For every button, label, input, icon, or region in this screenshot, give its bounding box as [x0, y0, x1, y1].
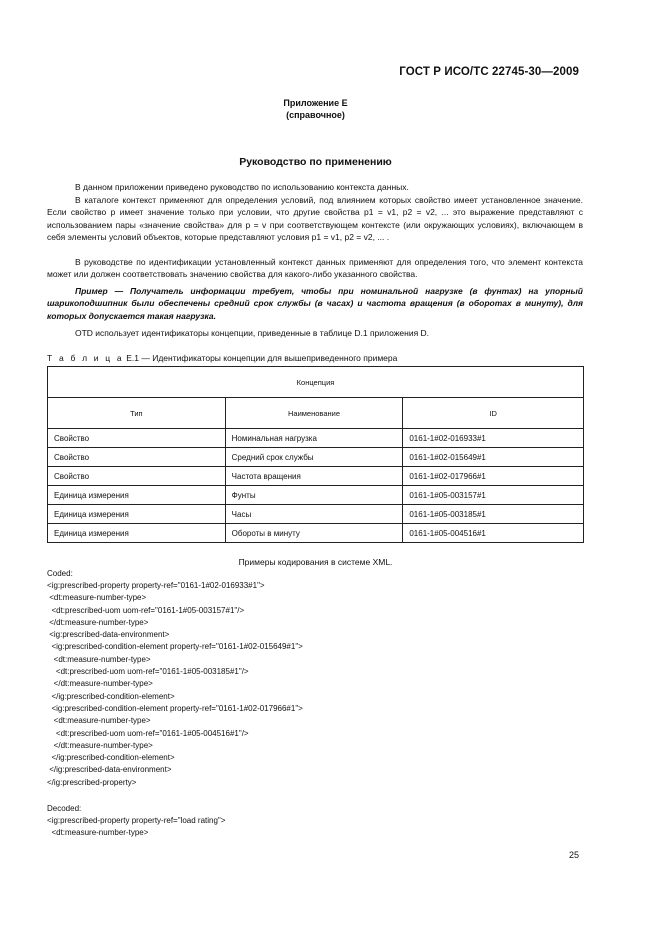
code-line: <dt:prescribed-uom uom-ref="0161-1#05-003185#1"/>	[47, 667, 249, 677]
code-line: </dt:measure-number-type>	[47, 679, 153, 689]
code-line: <dt:prescribed-uom uom-ref="0161-1#05-003157#1"/>	[47, 605, 245, 615]
cell-name: Часы	[225, 505, 403, 524]
cell-type: Единица измерения	[48, 524, 226, 543]
coded-label: Coded:	[47, 569, 73, 578]
table-group-header-row	[48, 367, 584, 398]
code-line: <dt:measure-number-type>	[47, 716, 151, 726]
cell-id: 0161-1#02-017966#1	[403, 467, 584, 486]
cell-name: Фунты	[225, 486, 403, 505]
paragraph-guide: В руководстве по идентификации установленный контекст данных применяют для определения того, что элемент контекста может или должен соответствовать значению свойства для какого-либо указанного свойства.	[47, 257, 583, 280]
table-row	[48, 467, 584, 486]
table-header-row	[48, 398, 584, 429]
decoded-label: Decoded:	[47, 804, 82, 813]
code-line: </dt:measure-number-type>	[47, 617, 149, 627]
code-line: <dt:measure-number-type>	[47, 654, 151, 664]
paragraph-example: Пример — Получатель информации требует, чтобы при номинальной нагрузке (в фунтах) на упорный шарикоподшипник были обеспечены средний срок службы (в часах) и частота вращения (в оборотах в минуту), для которых допускается такая нагрузка.	[47, 286, 583, 321]
code-line: <ig:prescribed-property property-ref="load rating">	[47, 816, 226, 825]
column-header-name: Наименование	[225, 398, 403, 429]
table-row	[48, 448, 584, 467]
appendix-label: Приложение Е	[283, 98, 348, 108]
code-line: <ig:prescribed-data-environment>	[47, 630, 170, 640]
code-line: <dt:measure-number-type>	[47, 828, 149, 838]
code-line: <dt:prescribed-uom uom-ref="0161-1#05-004516#1"/>	[47, 728, 249, 738]
code-line: </ig:prescribed-property>	[47, 777, 137, 787]
cell-id: 0161-1#05-003157#1	[403, 486, 584, 505]
column-header-type: Тип	[48, 398, 226, 429]
cell-name: Номинальная нагрузка	[225, 429, 403, 448]
cell-id: 0161-1#05-004516#1	[403, 524, 584, 543]
column-header-id: ID	[403, 398, 584, 429]
code-line: <ig:prescribed-condition-element property-ref="0161-1#02-017966#1">	[47, 703, 303, 713]
decoded-xml-block	[47, 815, 607, 840]
code-line: </ig:prescribed-condition-element>	[47, 691, 175, 701]
table-caption-text: Е.1 — Идентификаторы концепции для вышеприведенного примера	[126, 353, 398, 363]
appendix-type: (справочное)	[286, 110, 345, 120]
table-group-header: Концепция	[48, 367, 584, 398]
table-row	[48, 505, 584, 524]
section-title: Руководство по применению	[239, 156, 392, 168]
code-line: <ig:prescribed-condition-element property-ref="0161-1#02-015649#1">	[47, 642, 303, 652]
cell-type: Свойство	[48, 467, 226, 486]
cell-id: 0161-1#02-015649#1	[403, 448, 584, 467]
cell-name: Средний срок службы	[225, 448, 403, 467]
code-line: <ig:prescribed-property property-ref="0161-1#02-016933#1">	[47, 581, 265, 590]
cell-id: 0161-1#05-003185#1	[403, 505, 584, 524]
cell-type: Свойство	[48, 429, 226, 448]
cell-type: Единица измерения	[48, 505, 226, 524]
table-caption	[47, 353, 397, 363]
table-row	[48, 524, 584, 543]
code-line: </dt:measure-number-type>	[47, 740, 153, 750]
xml-examples-heading: Примеры кодирования в системе XML.	[238, 557, 393, 567]
table-row	[48, 429, 584, 448]
paragraph-context: В каталоге контекст применяют для определения условий, под влиянием которых свойство имеет установленное значение. Если свойство p имеет значение только при условии, что другие свойства p1 = v1, p2 = v2, ... это выражение представляют с использованием пары «значение свойства» для p = v при соответствующем контексте (или окружающих условиях), включающем в себя элементы условий объектов, которые представляют условия p1 = v1, p2 = v2, ... .	[47, 195, 583, 243]
cell-id: 0161-1#02-016933#1	[403, 429, 584, 448]
table-row	[48, 486, 584, 505]
code-line: </ig:prescribed-data-environment>	[47, 765, 172, 775]
table-caption-prefix: Т а б л и ц а	[47, 353, 124, 363]
cell-type: Единица измерения	[48, 486, 226, 505]
concept-table	[47, 366, 584, 543]
code-line: <dt:measure-number-type>	[47, 593, 147, 603]
cell-name: Обороты в минуту	[225, 524, 403, 543]
cell-name: Частота вращения	[225, 467, 403, 486]
cell-type: Свойство	[48, 448, 226, 467]
document-header: ГОСТ Р ИСО/ТС 22745-30—2009	[399, 66, 579, 78]
paragraph-otd: OTD использует идентификаторы концепции, приведенные в таблице D.1 приложения D.	[75, 328, 430, 338]
paragraph-intro: В данном приложении приведено руководство по использованию контекста данных.	[75, 182, 409, 192]
page-number: 25	[569, 850, 580, 860]
code-line: </ig:prescribed-condition-element>	[47, 753, 175, 763]
coded-xml-block	[47, 580, 607, 789]
